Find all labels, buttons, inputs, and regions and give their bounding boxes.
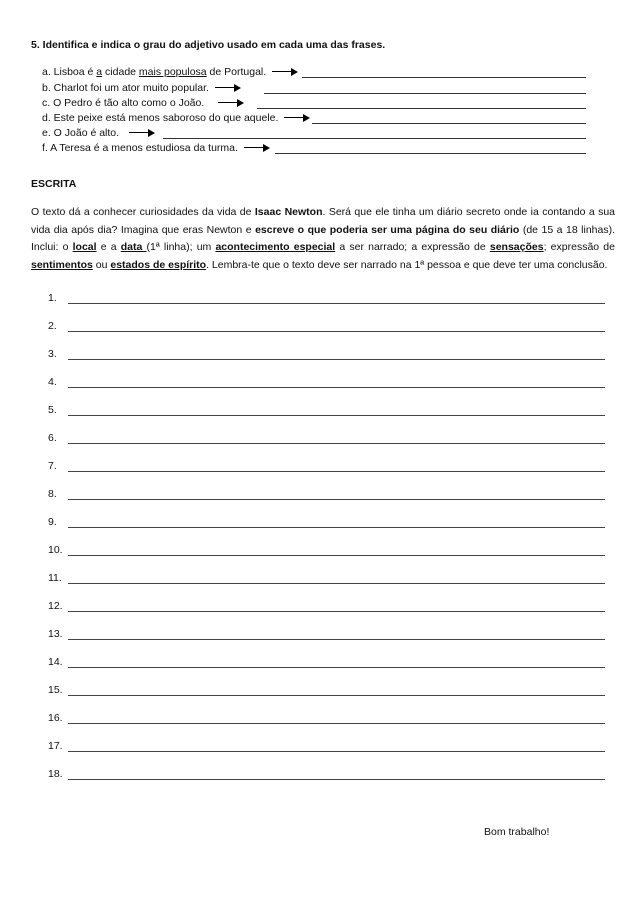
writing-line-rule[interactable]: [68, 751, 605, 752]
line-number: 15.: [48, 684, 63, 696]
line-number: 6.: [48, 432, 57, 444]
writing-line[interactable]: [48, 320, 568, 334]
writing-line[interactable]: [48, 460, 568, 474]
arrow-icon: [129, 129, 155, 137]
writing-line[interactable]: [48, 292, 568, 306]
writing-line[interactable]: [48, 516, 568, 530]
writing-line-rule[interactable]: [68, 387, 605, 388]
writing-instructions: O texto dá a conhecer curiosidades da vida de Isaac Newton. Será que ele tinha um diário secreto onde ia contando a sua vida dia após dia? Imagina que eras Newton e escreve o que poderia ser uma página do seu diário (de 15 a 18 linhas). Inclui: o local e a data (1ª linha); um acontecimento especial a ser narrado; a expressão de sensações; expressão de sentimentos ou estados de espírito. Lembra-te que o texto deve ser narrado na 1ª pessoa e que deve ter uma conclusão.: [31, 206, 616, 271]
writing-line-rule[interactable]: [68, 583, 605, 584]
writing-line[interactable]: [48, 432, 568, 446]
writing-line-rule[interactable]: [68, 303, 605, 304]
item-c-text: c. O Pedro é tão alto como o João.: [42, 97, 205, 109]
line-number: 13.: [48, 628, 63, 640]
answer-line-f[interactable]: [275, 153, 586, 154]
answer-line-d[interactable]: [312, 123, 586, 124]
exercise-title: 5. Identifica e indica o grau do adjetivo usado em cada uma das frases.: [31, 39, 386, 51]
writing-line[interactable]: [48, 572, 568, 586]
exercise-item-c: [42, 97, 244, 111]
writing-line[interactable]: [48, 488, 568, 502]
section-heading-escrita: ESCRITA: [31, 178, 77, 190]
writing-line-rule[interactable]: [68, 723, 605, 724]
writing-line[interactable]: [48, 684, 568, 698]
line-number: 16.: [48, 712, 63, 724]
line-number: 17.: [48, 740, 63, 752]
writing-line-rule[interactable]: [68, 695, 605, 696]
writing-line-rule[interactable]: [68, 443, 605, 444]
writing-line-rule[interactable]: [68, 415, 605, 416]
exercise-item-b: [42, 82, 241, 96]
arrow-icon: [244, 144, 270, 152]
writing-line-rule[interactable]: [68, 639, 605, 640]
item-f-text: f. A Teresa é a menos estudiosa da turma.: [42, 142, 238, 154]
writing-line[interactable]: [48, 656, 568, 670]
writing-line-rule[interactable]: [68, 555, 605, 556]
writing-line[interactable]: [48, 544, 568, 558]
line-number: 7.: [48, 460, 57, 472]
line-number: 11.: [48, 572, 62, 584]
line-number: 10.: [48, 544, 63, 556]
answer-line-e[interactable]: [163, 138, 586, 139]
writing-line-rule[interactable]: [68, 471, 605, 472]
writing-line-rule[interactable]: [68, 527, 605, 528]
writing-line[interactable]: [48, 376, 568, 390]
exercise-item-a: [42, 66, 298, 80]
writing-line-rule[interactable]: [68, 331, 605, 332]
writing-line[interactable]: [48, 768, 568, 782]
exercise-item-f: [42, 142, 270, 156]
arrow-icon: [272, 68, 298, 76]
writing-line[interactable]: [48, 348, 568, 362]
writing-line[interactable]: [48, 740, 568, 754]
line-number: 9.: [48, 516, 57, 528]
arrow-icon: [215, 84, 241, 92]
writing-line[interactable]: [48, 628, 568, 642]
writing-line-rule[interactable]: [68, 499, 605, 500]
closing-text: Bom trabalho!: [484, 826, 550, 838]
writing-line-rule[interactable]: [68, 667, 605, 668]
answer-line-a[interactable]: [302, 77, 586, 78]
line-number: 3.: [48, 348, 57, 360]
exercise-item-e: [42, 127, 155, 141]
line-number: 2.: [48, 320, 57, 332]
answer-line-b[interactable]: [264, 93, 586, 94]
line-number: 12.: [48, 600, 63, 612]
line-number: 5.: [48, 404, 57, 416]
item-b-text: b. Charlot foi um ator muito popular.: [42, 82, 209, 94]
exercise-item-d: [42, 112, 310, 126]
line-number: 1.: [48, 292, 57, 304]
writing-line-rule[interactable]: [68, 611, 605, 612]
item-d-text: d. Este peixe está menos saboroso do que aquele.: [42, 112, 279, 124]
arrow-icon: [284, 114, 310, 122]
item-e-text: e. O João é alto.: [42, 127, 120, 139]
writing-line[interactable]: [48, 404, 568, 418]
line-number: 4.: [48, 376, 57, 388]
item-a-text: a. Lisboa é a cidade mais populosa de Portugal.: [42, 66, 267, 78]
arrow-icon: [218, 99, 244, 107]
line-number: 18.: [48, 768, 63, 780]
answer-line-c[interactable]: [257, 108, 586, 109]
writing-line[interactable]: [48, 712, 568, 726]
line-number: 8.: [48, 488, 57, 500]
line-number: 14.: [48, 656, 63, 668]
writing-line-rule[interactable]: [68, 779, 605, 780]
writing-line-rule[interactable]: [68, 359, 605, 360]
writing-line[interactable]: [48, 600, 568, 614]
